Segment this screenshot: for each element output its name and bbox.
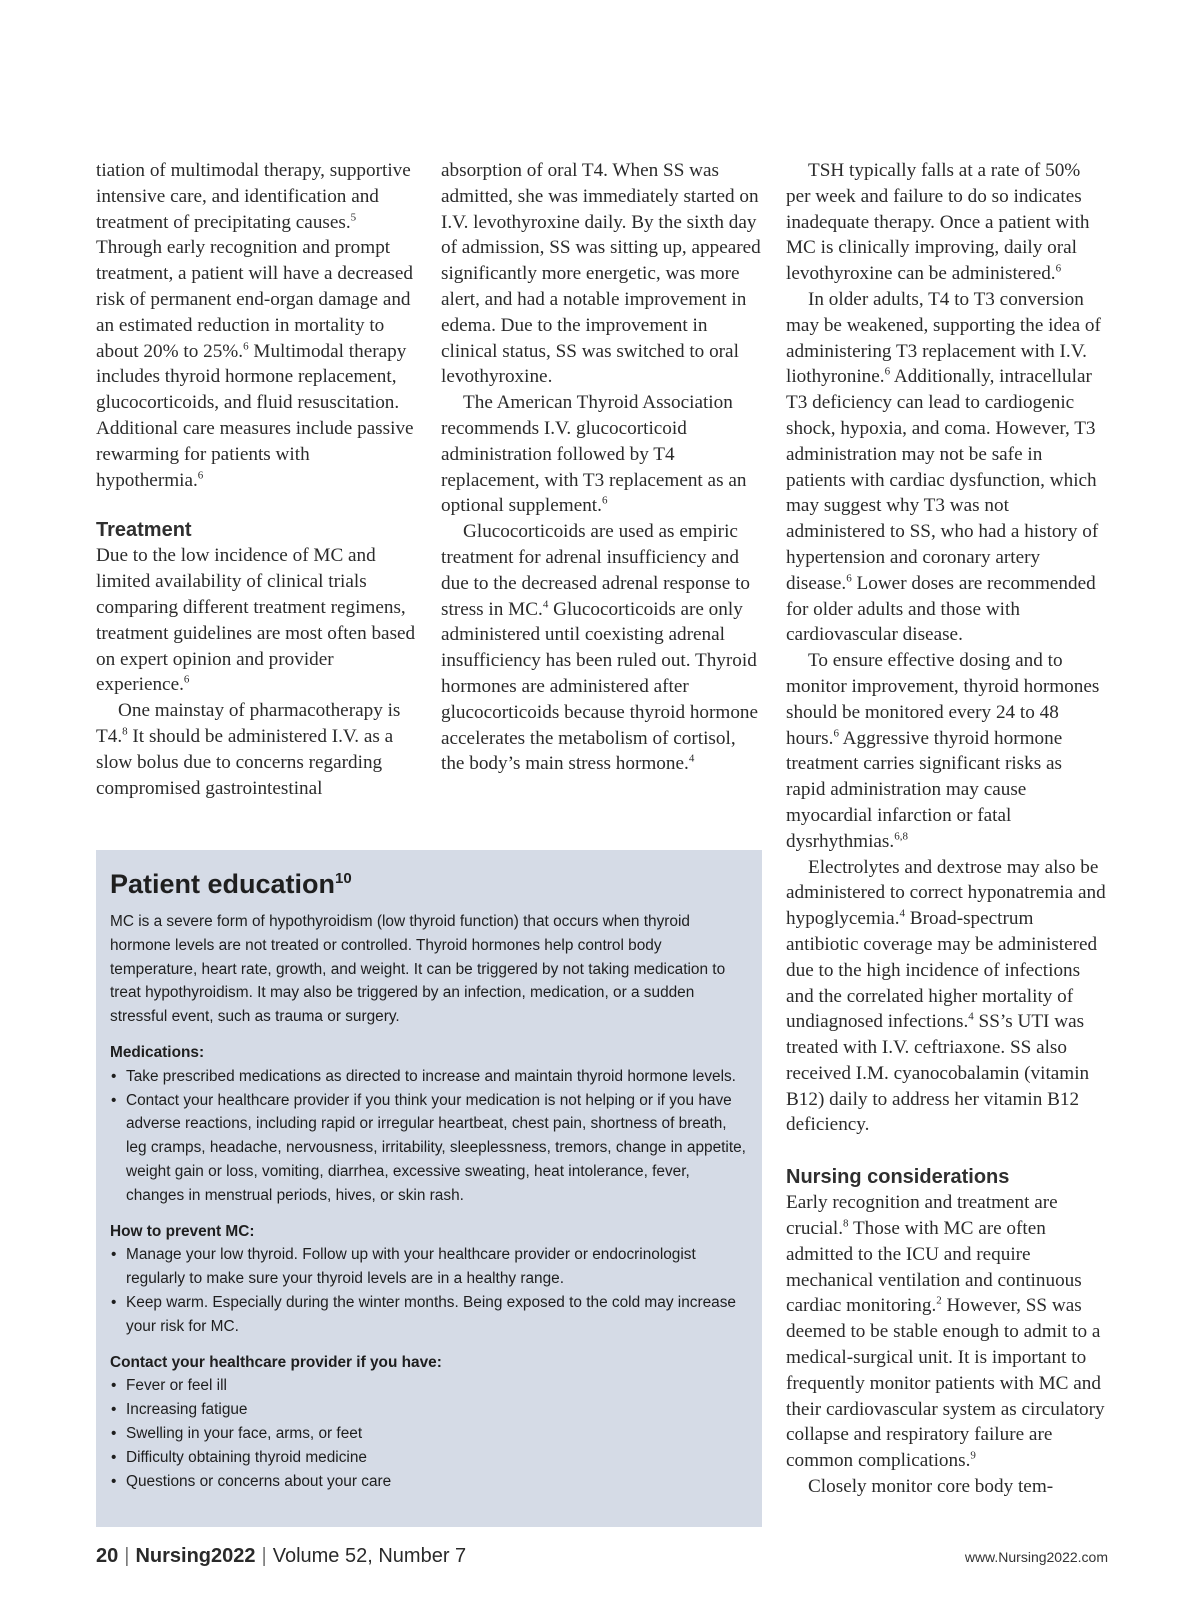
reference-number: 6 — [243, 340, 249, 353]
reference-number: 9 — [970, 1449, 976, 1462]
reference-number: 6 — [1055, 262, 1062, 275]
list-item: • Take prescribed medications as directed to increase and maintain thyroid hormone levels. — [110, 1065, 748, 1089]
list-item: • Questions or concerns about your care — [110, 1470, 748, 1494]
box-title-text: Patient education — [110, 869, 336, 899]
reference-number: 6 — [183, 673, 190, 686]
paragraph: TSH typically falls at a rate of 50% per week and failure to do so indicates inadequate therapy. Once a patient with MC is clinically improving, daily oral levothyroxine can be administered.$^6$ — [786, 160, 1090, 285]
text-column-2 — [441, 158, 761, 777]
text-column-1 — [96, 158, 416, 801]
medications-list — [110, 1065, 748, 1208]
footer-separator: | — [261, 1545, 267, 1567]
reference-number: 6 — [846, 572, 852, 585]
medications-heading: Medications: — [110, 1043, 205, 1061]
list-item: • Fever or feel ill — [110, 1374, 748, 1398]
paragraph: absorption of oral T4. When SS was admitted, she was immediately started on I.V. levothyroxine daily. By the sixth day of admission, SS was sitting up, appeared significantly more energetic, was more alert, and had a notable improvement in edema. Due to the improvement in clinical status, SS was switched to oral levothyroxine. — [441, 160, 761, 388]
reference-number: 6 — [601, 494, 608, 507]
list-item: • Increasing fatigue — [110, 1398, 748, 1422]
paragraph: Electrolytes and dextrose may also be administered to correct hyponatremia and hypoglycemia.$^4$ Broad-spectrum antibiotic coverage may be administered due to the high incidence of infections and the correlated higher mortality of undiagnosed infections.$^4$ SS’s UTI was treated with I.V. ceftriaxone. SS also received I.M. cyanocobalamin (vitamin B12) daily to address her vitamin B12 deficiency. — [786, 856, 1106, 1136]
reference-number: 8 — [843, 1217, 849, 1230]
prevent-heading: How to prevent MC: — [110, 1222, 255, 1240]
reference-number: 4 — [968, 1010, 974, 1023]
reference-number: 4 — [542, 598, 549, 611]
patient-education-box — [96, 850, 762, 1527]
page-number: 20 — [96, 1545, 119, 1567]
list-item: • Manage your low thyroid. Follow up with your healthcare provider or endocrinologist regularly to make sure your thyroid levels are in a healthy range. — [110, 1243, 748, 1291]
list-item: • Difficulty obtaining thyroid medicine — [110, 1446, 748, 1470]
paragraph: The American Thyroid Association recommends I.V. glucocorticoid administration followed by T4 replacement, with T3 replacement as an optional supplement.$^6$ — [441, 392, 747, 517]
contact-list — [110, 1374, 748, 1493]
paragraph: Closely monitor core body tem- — [808, 1476, 1054, 1498]
journal-name: Nursing2022 — [135, 1545, 256, 1567]
footer-separator: | — [124, 1545, 130, 1567]
page-footer — [96, 1545, 466, 1568]
paragraph: In older adults, T4 to T3 conversion may be weakened, supporting the idea of administering T3 replacement with I.V. liothyronine.$^6$ Additionally, intracellular T3 deficiency can lead to cardiogenic shock, hypoxia, and coma. However, T3 administration may not be safe in patients with cardiac dysfunction, which may suggest why T3 was not administered to SS, who had a history of hypertension and coronary artery disease.$^6$ Lower doses are recommended for older adults and those with cardiovascular disease. — [786, 288, 1101, 646]
paragraph: To ensure effective dosing and to monitor improvement, thyroid hormones should be monitored every 24 to 48 hours.$^6$ Aggressive thyroid hormone treatment carries significant risks as rapid administration may cause myocardial infarction or fatal dysrhythmias.$^{6,8}$ — [786, 650, 1100, 852]
volume-info: Volume 52, Number 7 — [272, 1545, 467, 1567]
reference-number: 2 — [936, 1295, 942, 1308]
box-intro: MC is a severe form of hypothyroidism (low thyroid function) that occurs when thyroid hormone levels are not treated or controlled. Thyroid hormones help control body temperature, heart rate, growth, and weight. It can be triggered by not taking medication to treat hypothyroidism. It may also be triggered by an infection, medication, or a sudden stressful event, such as trauma or surgery. — [110, 913, 726, 1026]
reference-number: 8 — [122, 725, 128, 738]
reference-number: 6 — [197, 469, 204, 482]
text-column-3 — [786, 158, 1106, 1500]
reference-number: 4 — [899, 907, 905, 920]
reference-number: 6 — [884, 365, 891, 378]
list-item: • Contact your healthcare provider if you think your medication is not helping or if you have adverse reactions, including rapid or irregular heartbeat, chest pain, shortness of breath, leg cramps, headache, nervousness, irritability, sleeplessness, tremors, change in appetite, weight gain or loss, vomiting, diarrhea, excessive sweating, heat intolerance, fever, changes in menstrual periods, hives, or skin rash. — [110, 1089, 748, 1208]
section-heading-nursing: Nursing considerations — [786, 1166, 1010, 1189]
reference-number: 5 — [350, 211, 357, 224]
contact-heading: Contact your healthcare provider if you have: — [110, 1353, 442, 1371]
section-heading-treatment: Treatment — [96, 519, 192, 542]
paragraph: Glucocorticoids are used as empiric treatment for adrenal insufficiency and due to the decreased adrenal response to stress in MC.$^4$ Glucocorticoids are only administered until coexisting adrenal insufficiency has been ruled out. Thyroid hormones are administered after glucocorticoids because thyroid hormone accelerates the metabolism of cortisol, the body’s main stress hormone.$^4$ — [441, 521, 759, 775]
reference-number: 4 — [688, 752, 695, 765]
paragraph: Due to the low incidence of MC and limited availability of clinical trials comparing different treatment regimens, treatment guidelines are most often based on expert opinion and provider experience.$^6$ — [96, 545, 416, 696]
reference-number: 6 — [833, 727, 839, 740]
box-title — [110, 864, 748, 904]
reference-number: 6,8 — [894, 830, 908, 843]
prevent-list — [110, 1243, 748, 1338]
box-title-ref: 10 — [335, 870, 352, 887]
list-item: • Swelling in your face, arms, or feet — [110, 1422, 748, 1446]
journal-url: www.Nursing2022.com — [964, 1549, 1108, 1565]
paragraph: Early recognition and treatment are crucial.$^8$ Those with MC are often admitted to the ICU and require mechanical ventilation and continuous cardiac monitoring.$^2$ However, SS was deemed to be stable enough to admit to a medical-surgical unit. It is important to frequently monitor patients with MC and their cardiovascular system as circulatory collapse and respiratory failure are common complications.$^9$ — [786, 1192, 1105, 1472]
paragraph: tiation of multimodal therapy, supportive intensive care, and identification and treatment of precipitating causes.$^5$ Through early recognition and prompt treatment, a patient will have a decreased risk of permanent end-organ damage and an estimated reduction in mortality to about 20% to 25%.$^6$ Multimodal therapy includes thyroid hormone replacement, glucocorticoids, and fluid resuscitation. Additional care measures include passive rewarming for patients with hypothermia.$^6$ — [96, 160, 414, 491]
paragraph: One mainstay of pharmacotherapy is T4.$^8$ It should be administered I.V. as a slow bolus due to concerns regarding compromised gastrointestinal — [96, 700, 401, 799]
list-item: • Keep warm. Especially during the winter months. Being exposed to the cold may increase your risk for MC. — [110, 1291, 748, 1339]
